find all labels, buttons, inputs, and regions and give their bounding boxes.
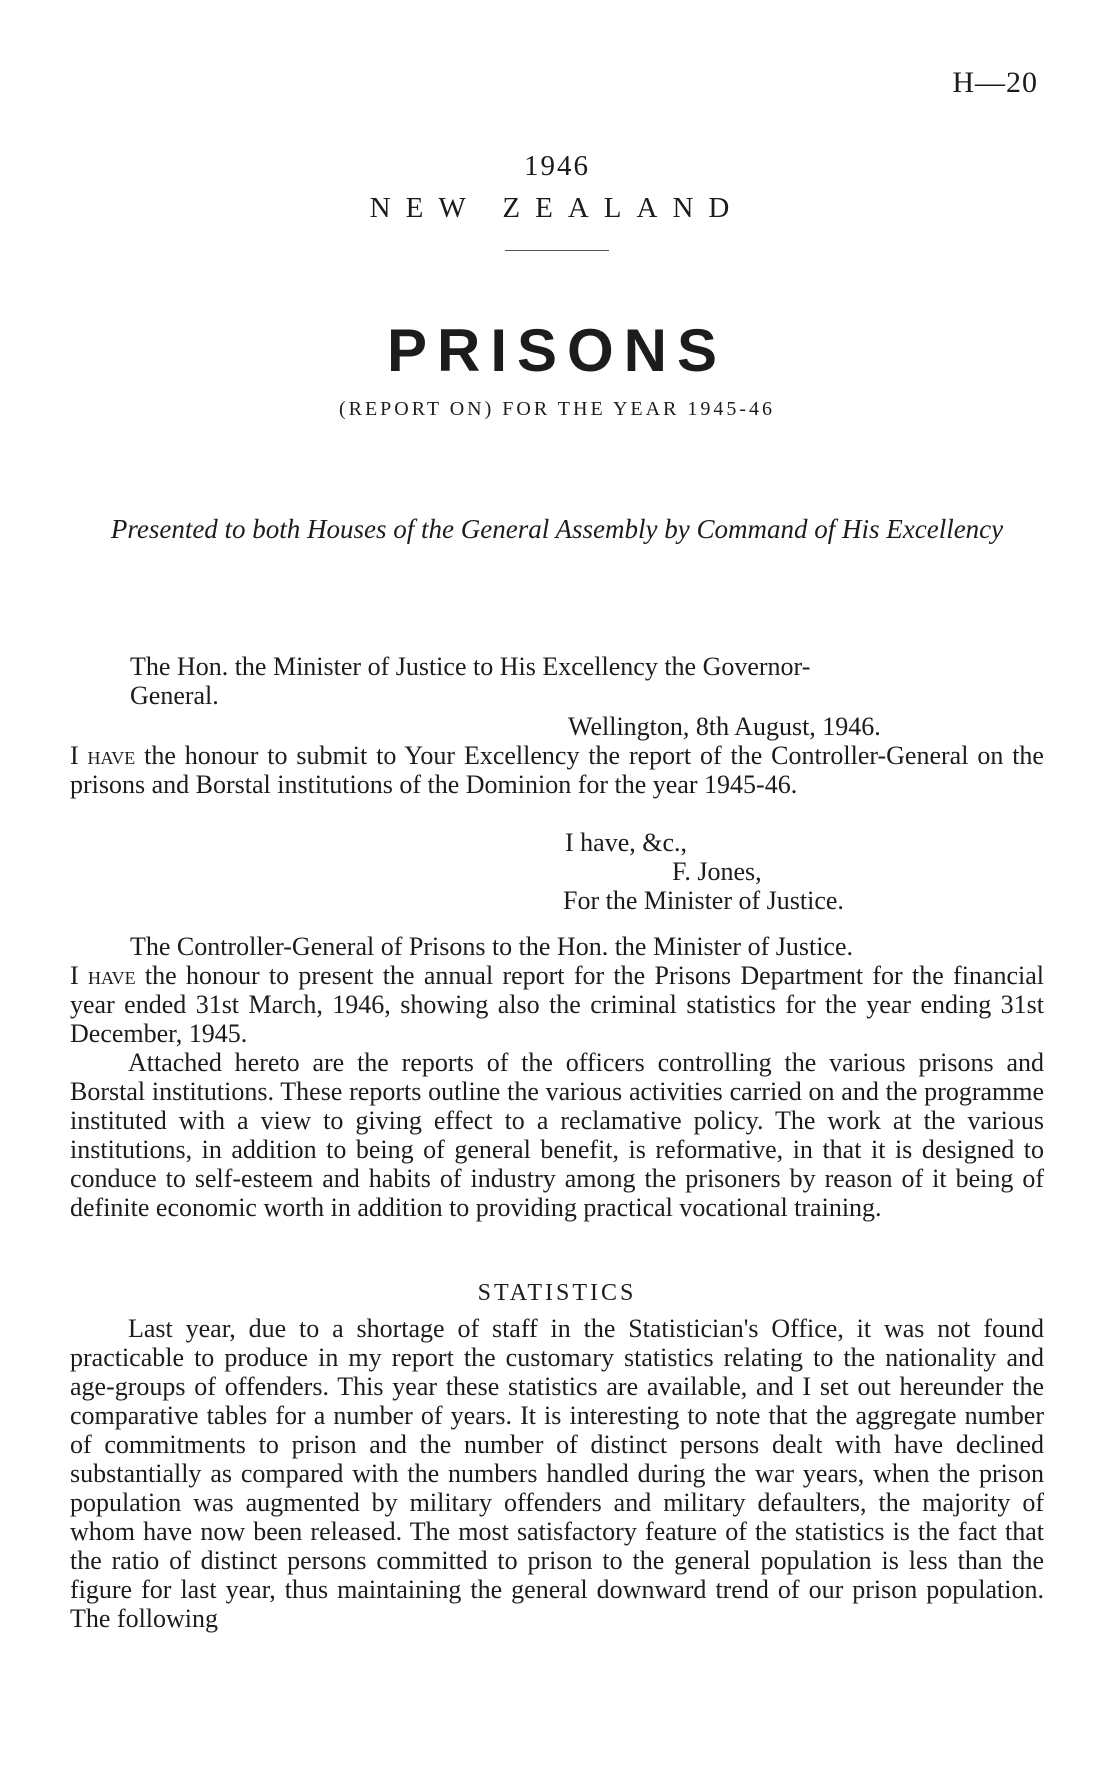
letter1-address-line2: General. bbox=[130, 681, 219, 710]
letter2-para1 bbox=[70, 961, 1044, 1048]
report-title: PRISONS bbox=[386, 317, 728, 384]
letter1-address-line1: The Hon. the Minister of Justice to His Excellency the Governor- bbox=[130, 652, 811, 681]
letter1-body-opening: I have bbox=[70, 741, 136, 770]
letter1-place-date: Wellington, 8th August, 1946. bbox=[568, 712, 881, 741]
letter1-body-text: the honour to submit to Your Excellency the report of the Controller-General on the prisons and Borstal institutions of the Dominion for the year 1945-46. bbox=[70, 741, 1044, 799]
letter2-address: The Controller-General of Prisons to the Hon. the Minister of Justice. bbox=[130, 932, 853, 961]
letter1-address bbox=[130, 652, 1044, 710]
statistics-heading: STATISTICS bbox=[477, 1280, 637, 1306]
country-heading: NEW ZEALAND bbox=[369, 192, 745, 224]
letter2-para1-opening: I have bbox=[70, 961, 136, 990]
letter1-signatory: F. Jones, bbox=[672, 857, 762, 886]
presentation-note: Presented to both Houses of the General Assembly by Command of His Excellency bbox=[110, 514, 1004, 544]
letter1-signatory-role: For the Minister of Justice. bbox=[563, 886, 844, 915]
letter2-para2: Attached hereto are the reports of the officers controlling the various prisons and Borstal institutions. These reports outline the various activities carried on and the programme instituted with a view to giving effect to a reclamative policy. The work at the various institutions, in addition to being of general benefit, is reformative, in that it is designed to conduce to self-esteem and habits of industry among the prisoners by reason of it being of definite economic worth in addition to providing practical vocational training. bbox=[70, 1048, 1044, 1222]
parliamentary-paper-reference: H—20 bbox=[952, 66, 1038, 99]
letter2-para1-text: the honour to present the annual report for the Prisons Department for the financial year ended 31st March, 1946, showing also the criminal statistics for the year ending 31st December, 1945. bbox=[70, 961, 1044, 1048]
statistics-paragraph: Last year, due to a shortage of staff in the Statistician's Office, it was not found practicable to produce in my report the customary statistics relating to the nationality and age-groups of offenders. This year these statistics are available, and I set out hereunder the comparative tables for a number of years. It is interesting to note that the aggregate number of commitments to prison and the number of distinct persons dealt with have declined substantially as compared with the numbers handled during the war years, when the prison population was augmented by military offenders and military defaulters, the majority of whom have now been released. The most satisfactory feature of the statistics is the fact that the ratio of distinct persons committed to prison to the general population is less than the figure for last year, thus maintaining the general downward trend of our prison population. The following bbox=[70, 1314, 1044, 1633]
letter1-body bbox=[70, 741, 1044, 799]
report-year: 1946 bbox=[524, 150, 590, 182]
divider-rule bbox=[505, 250, 609, 251]
report-subtitle: (REPORT ON) FOR THE YEAR 1945-46 bbox=[338, 398, 776, 420]
letter1-closing: I have, &c., bbox=[565, 828, 688, 857]
